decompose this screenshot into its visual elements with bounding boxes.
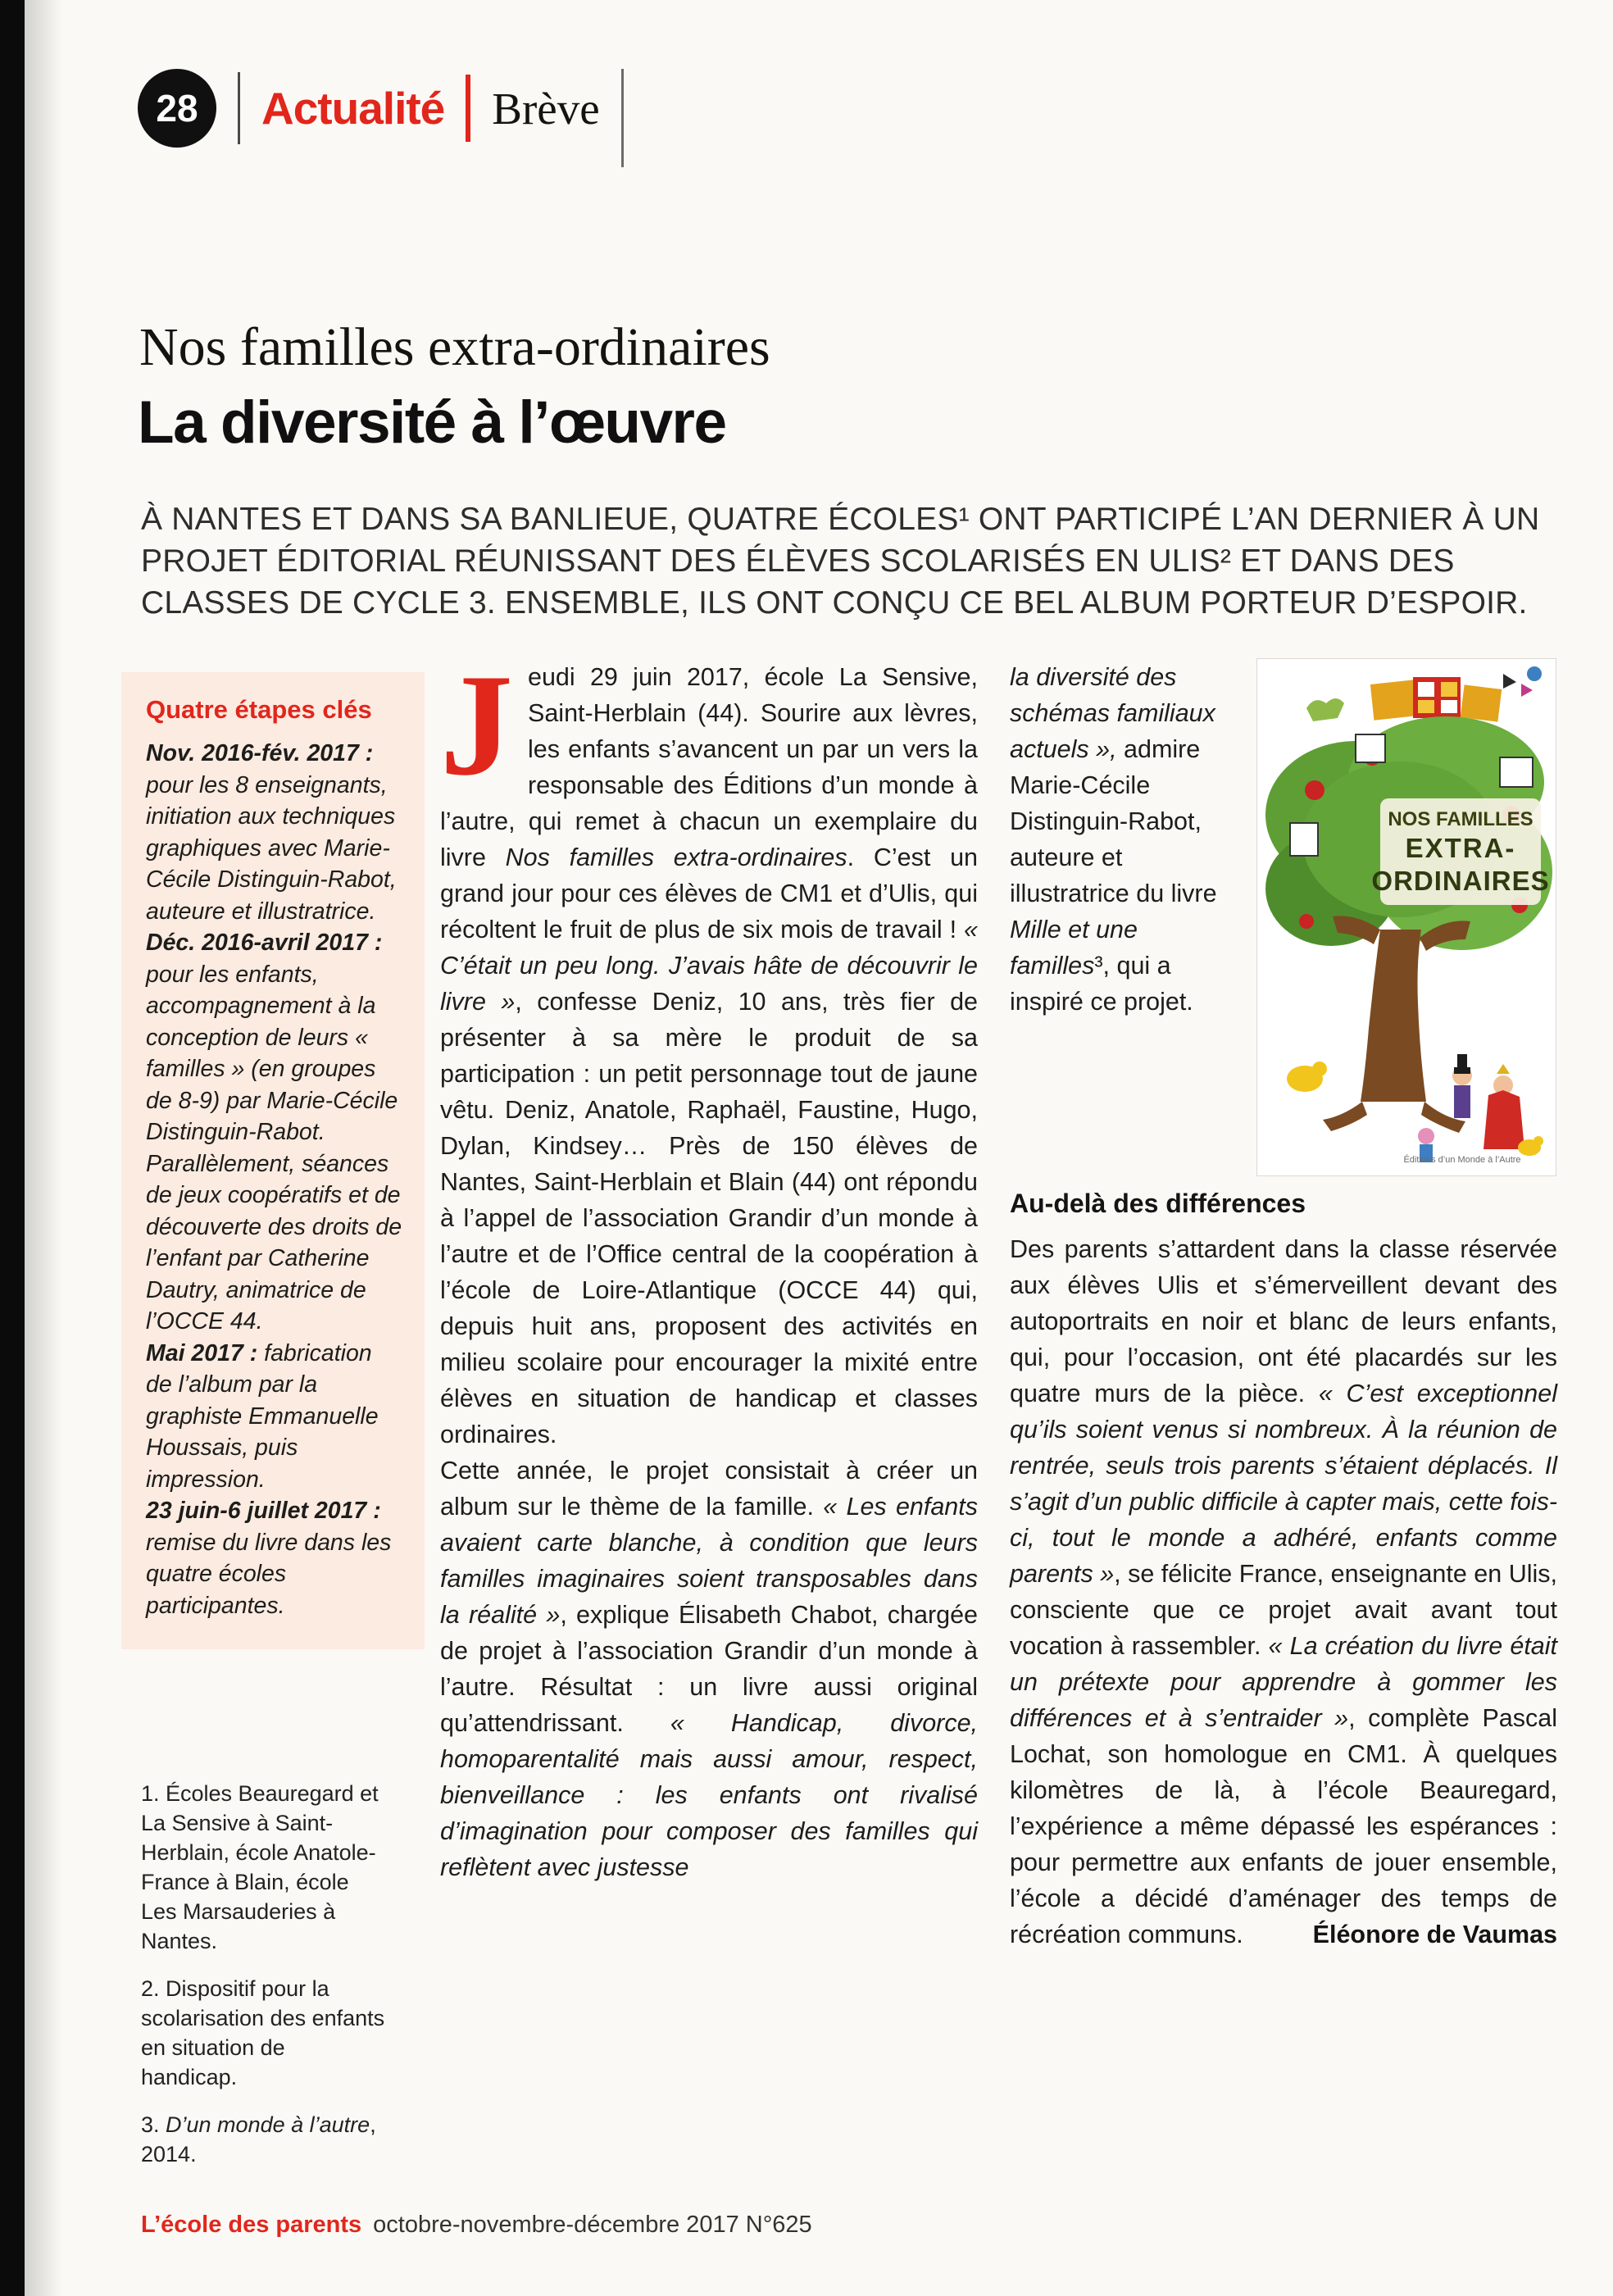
key-steps-title: Quatre étapes clés: [146, 695, 372, 724]
page-number-badge: 28: [138, 69, 216, 148]
footer-magazine-name: L’école des parents: [141, 2212, 362, 2238]
footer-issue-info: octobre-novembre-décembre 2017 N°625: [373, 2212, 812, 2238]
scan-edge-shadow: [25, 0, 62, 2296]
article-paragraph: [440, 1453, 978, 1885]
article-paragraph: [440, 643, 978, 1453]
divider: [621, 69, 624, 167]
book-cover-illustration: [1257, 659, 1556, 1175]
article-column-main: [440, 643, 979, 1885]
byline: Éléonore de Vaumas: [1312, 1921, 1557, 1948]
article-column-continuation: la diversité des schémas familiaux actuels », admire Marie-Cécile Distinguin-Rabot, auteure et illustratrice du livre Mille et une familles³, qui a inspiré ce projet.: [1010, 663, 1217, 1016]
key-steps-box: [121, 672, 425, 1649]
standfirst: À NANTES ET DANS SA BANLIEUE, QUATRE ÉCOLES¹ ONT PARTICIPÉ L’AN DERNIER À UN PROJET ÉDITORIAL RÉUNISSANT DES ÉLÈVES SCOLARISÉS EN ULIS² ET DANS DES CLASSES DE CYCLE 3. ENSEMBLE, ILS ONT CONÇU CE BEL ALBUM PORTEUR D’ESPOIR.: [141, 502, 1540, 621]
divider: [238, 72, 240, 144]
key-steps-text: Nov. 2016-fév. 2017 : pour les 8 enseignants, initiation aux techniques graphiques avec Marie-Cécile Distinguin-Rabot, auteure et illustratrice. Déc. 2016-avril 2017 : pour les enfants, accompagnement à la conception de leurs « familles » (en groupes de 8-9) par Marie-Cécile Distinguin-Rabot. Parallèlement, séances de jeux coopératifs et de découverte des droits de l’enfant par Catherine Dautry, animatrice de l’OCCE 44. Mai 2017 : fabrication de l’album par la graphiste Emmanuelle Houssais, puis impression. 23 juin-6 juillet 2017 : remise du livre dans les quatre écoles participantes.: [146, 740, 402, 1619]
article-kicker: Nos familles extra-ordinaires: [139, 317, 770, 377]
footnotes: 1. Écoles Beauregard et La Sensive à Saint-Herblain, école Anatole-France à Blain, école Les Marsauderies à Nantes. 2. Dispositif pour la scolarisation des enfants en situation de handicap. 3. D’un monde à l’autre, 2014.: [141, 1781, 385, 2166]
paragraph-text: eudi 29 juin 2017, école La Sensive, Saint-Herblain (44). Sourire aux lèvres, les enfants s’avancent un par un vers la responsable des Éditions d’un monde à l’autre, qui remet à chacun un exemplaire du livre Nos familles extra-ordinaires. C’est un grand jour pour ces élèves de CM1 et d’Ulis, qui récoltent le fruit de plus de six mois de travail ! « C’était un peu long. J’avais hâte de découvrir le livre », confesse Deniz, 10 ans, très fier de présenter à sa mère le produit de sa participation : un petit personnage tout de jaune vêtu. Deniz, Anatole, Raphaël, Faustine, Hugo, Dylan, Kindsey… Près de 150 élèves de Nantes, Saint-Herblain et Blain (44) ont répondu à l’appel de l’association Grandir d’un monde à l’autre et de l’Office central de la coopération à l’école de Loire-Atlantique (OCCE 44) qui, depuis huit ans, proposent des activités en milieu scolaire pour encourager la mixité entre élèves en situation de handicap et classes ordinaires.: [440, 663, 978, 1448]
page-header: [138, 66, 624, 151]
cover-publisher: Éditions d’un Monde à l’Autre: [1403, 1155, 1521, 1165]
scan-edge: [0, 0, 25, 2296]
divider-red: [466, 75, 470, 142]
page-title: La diversité à l’œuvre: [138, 389, 726, 456]
cover-title-block: [1371, 798, 1549, 905]
drop-cap: J: [440, 643, 513, 806]
subsection-label: Brève: [492, 83, 600, 134]
article-column-right: [1010, 1231, 1557, 1953]
cover-title-line1: NOS FAMILLES: [1388, 808, 1533, 830]
cover-title-line3: ORDINAIRES: [1371, 866, 1550, 896]
section-label: Actualité: [261, 83, 445, 134]
cover-title-line2: EXTRA-: [1405, 833, 1516, 863]
page-footer: [141, 2212, 812, 2239]
paragraph-text: Cette année, le projet consistait à créer un album sur le thème de la famille. « Les enfants avaient carte blanche, à condition que leurs familles imaginaires soient transposables dans la réalité », explique Élisabeth Chabot, chargée de projet à l’association Grandir d’un monde à l’autre. Résultat : un livre aussi original qu’attendrissant. « Handicap, divorce, homoparentalité mais aussi amour, respect, bienveillance : les enfants ont rivalisé d’imagination pour composer des familles qui reflètent avec justesse: [440, 1457, 979, 1881]
section-heading: Au-delà des différences: [1010, 1189, 1306, 1218]
article-paragraph: Des parents s’attardent dans la classe réservée aux élèves Ulis et s’émerveillent devant des autoportraits en noir et blanc de leurs enfants, qui, pour l’occasion, ont été placardés sur les quatre murs de la pièce. « C’est exceptionnel qu’ils soient venus si nombreux. À la réunion de rentrée, seuls trois parents s’étaient déplacés. Il s’agit d’un public difficile à capter mais, cette fois-ci, tout le monde a adhéré, enfants comme parents », se félicite France, enseignante en Ulis, consciente que ce projet avait avant tout vocation à rassembler. « La création du livre était un prétexte pour apprendre à gommer les différences et à s’entraider », complète Pascal Lochat, son homologue en CM1. À quelques kilomètres de là, à l’école Beauregard, l’expérience a même dépassé les espérances : pour permettre aux enfants de jouer ensemble, l’école a décidé d’aménager des temps de récréation communs.: [1010, 1235, 1558, 1948]
book-cover: [1257, 659, 1556, 1175]
